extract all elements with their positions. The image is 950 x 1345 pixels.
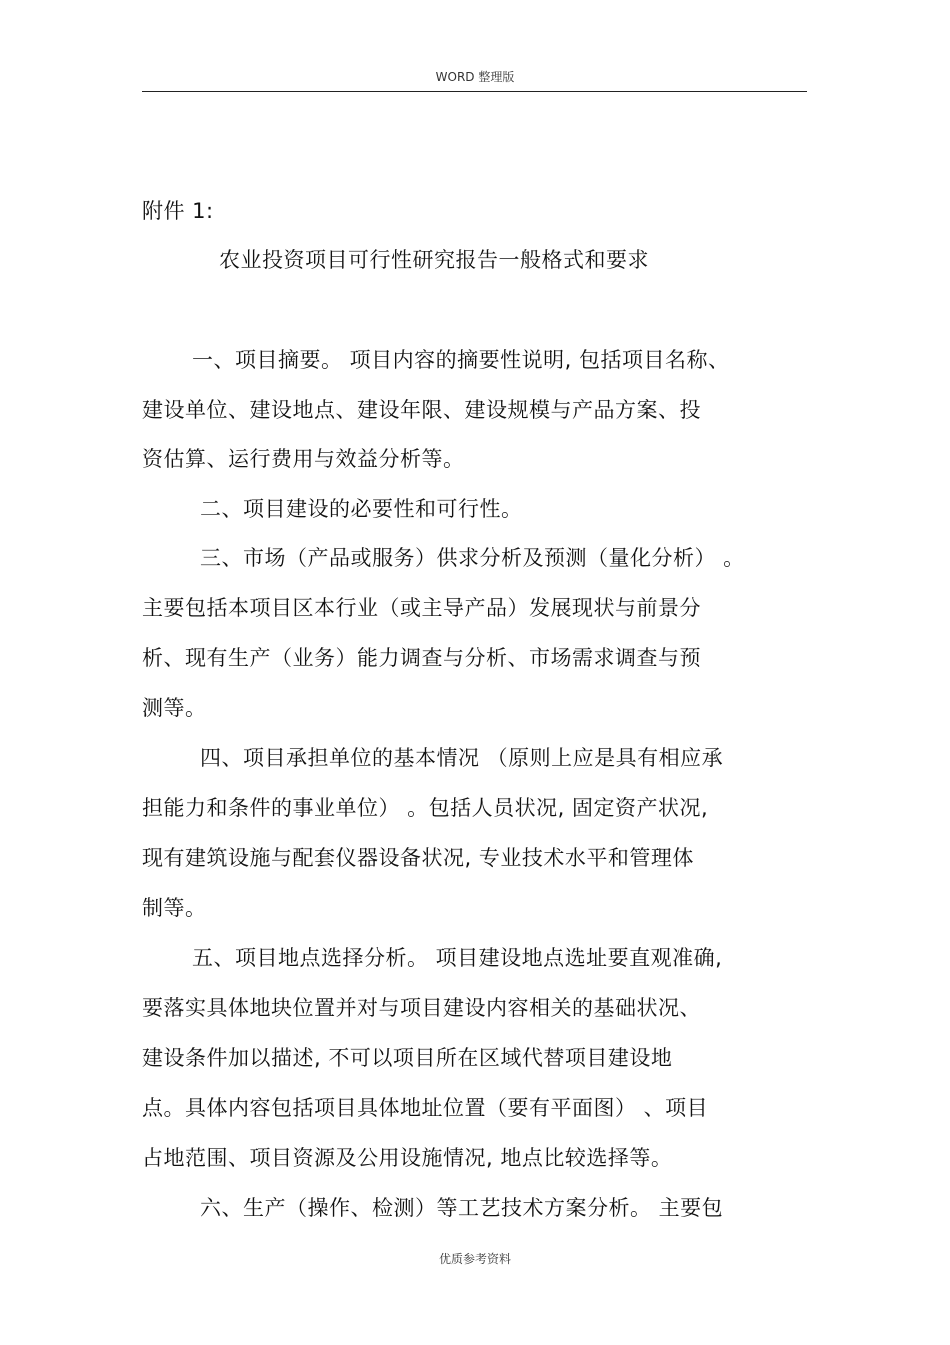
- body-line: 二、项目建设的必要性和可行性。: [200, 497, 523, 521]
- page-header: WORD 整理版: [435, 70, 515, 84]
- body-line: 建设条件加以描述, 不可以项目所在区域代替项目建设地: [142, 1046, 673, 1070]
- header-divider: [142, 91, 807, 92]
- body-line: 点。具体内容包括项目具体地址位置（要有平面图） 、项目: [142, 1096, 709, 1120]
- body-line: 一、项目摘要。 项目内容的摘要性说明, 包括项目名称、: [192, 348, 730, 372]
- body-line: 建设单位、建设地点、建设年限、建设规模与产品方案、投: [142, 398, 701, 422]
- body-line: 担能力和条件的事业单位） 。包括人员状况, 固定资产状况,: [142, 796, 709, 820]
- body-line: 要落实具体地块位置并对与项目建设内容相关的基础状况、: [142, 996, 701, 1020]
- body-line: 现有建筑设施与配套仪器设备状况, 专业技术水平和管理体: [142, 846, 694, 870]
- document-title: 农业投资项目可行性研究报告一般格式和要求: [219, 248, 649, 272]
- attachment-label: 附件 1:: [142, 199, 214, 223]
- page-footer: 优质参考资料: [438, 1252, 511, 1266]
- body-line: 六、生产（操作、检测）等工艺技术方案分析。 主要包: [200, 1196, 724, 1220]
- body-line: 析、现有生产（业务）能力调查与分析、市场需求调查与预: [142, 646, 701, 670]
- body-line: 五、项目地点选择分析。 项目建设地点选址要直观准确,: [192, 946, 723, 970]
- body-line: 测等。: [142, 696, 207, 720]
- body-line: 四、项目承担单位的基本情况 （原则上应是具有相应承: [200, 746, 724, 770]
- body-line: 占地范围、项目资源及公用设施情况, 地点比较选择等。: [142, 1146, 673, 1170]
- body-line: 制等。: [142, 896, 207, 920]
- body-line: 主要包括本项目区本行业（或主导产品）发展现状与前景分: [142, 596, 701, 620]
- body-line: 资估算、运行费用与效益分析等。: [142, 447, 465, 471]
- body-line: 三、市场（产品或服务）供求分析及预测（量化分析） 。: [200, 546, 745, 570]
